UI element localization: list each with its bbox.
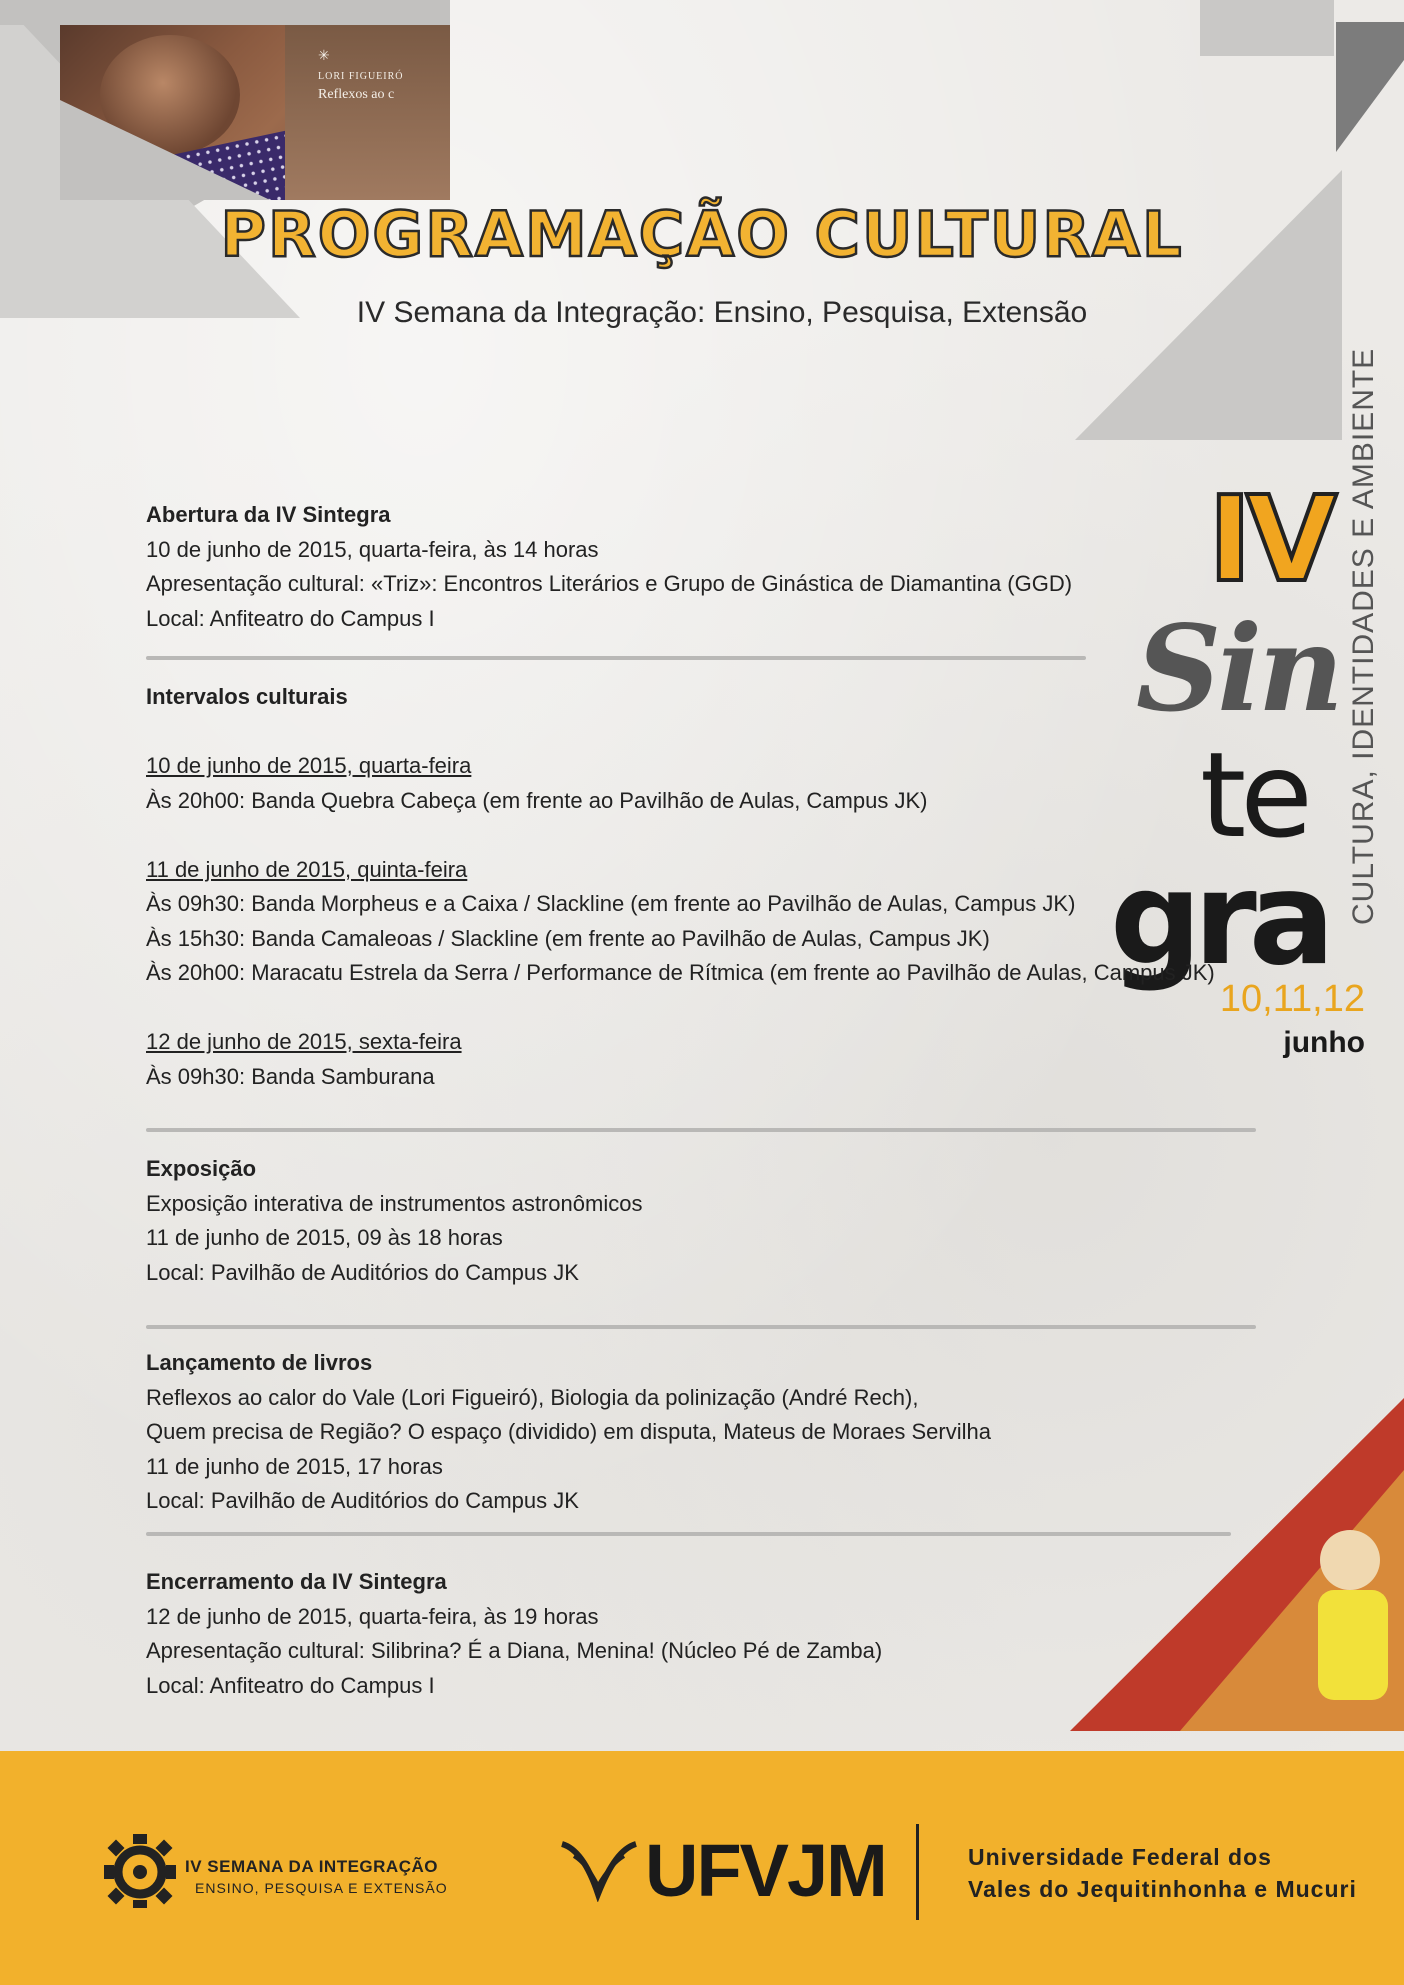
day-date: 12 de junho de 2015, sexta-feira [146, 1029, 462, 1054]
child-yellow-shirt [1318, 1590, 1388, 1700]
book-title: Reflexos ao c [318, 87, 395, 102]
divider [146, 1532, 1231, 1536]
event-date: 11 de junho de 2015, 09 às 18 horas [146, 1225, 503, 1250]
top-right-dark-triangle [1336, 22, 1404, 152]
footer-university-name-line2: Vales do Jequitinhonha e Mucuri [968, 1876, 1357, 1902]
schedule-item: Às 20h00: Maracatu Estrela da Serra / Performance de Rítmica (em frente ao Pavilhão de Aulas, Campus JK) [146, 960, 1215, 985]
section-encerramento [146, 1565, 882, 1703]
section-heading: Exposição [146, 1156, 257, 1181]
overlay-shape [60, 100, 270, 200]
logo-dates: 10,11,12 [1219, 978, 1365, 1020]
day-date: 10 de junho de 2015, quarta-feira [146, 753, 472, 778]
event-location: Local: Pavilhão de Auditórios do Campus JK [146, 1488, 579, 1513]
section-heading: Intervalos culturais [146, 684, 348, 709]
section-exposicao [146, 1152, 642, 1290]
logo-gra: gra [1110, 845, 1328, 994]
event-date: 12 de junho de 2015, quarta-feira, às 19 horas [146, 1603, 599, 1629]
book-author: LORI FIGUEIRÓ [318, 71, 404, 82]
event-location: Local: Pavilhão de Auditórios do Campus JK [146, 1259, 579, 1285]
section-lancamento [146, 1346, 991, 1519]
footer-event-name: IV SEMANA DA INTEGRAÇÃO [185, 1857, 438, 1876]
book-list-line: Quem precisa de Região? O espaço (dividido) em disputa, Mateus de Moraes Servilha [146, 1419, 991, 1444]
event-location: Local: Anfiteatro do Campus I [146, 605, 435, 631]
overlay-shape [0, 0, 60, 25]
schedule-item: Às 15h30: Banda Camaleoas / Slackline (em frente ao Pavilhão de Aulas, Campus JK) [146, 925, 990, 951]
ufvjm-emblem-icon [558, 1838, 638, 1902]
footer-university-abbr: UFVJM [645, 1829, 886, 1912]
logo-sin: Sin [1136, 599, 1340, 738]
logo-te: te [1200, 726, 1307, 864]
divider [146, 1325, 1256, 1329]
event-date: 10 de junho de 2015, quarta-feira, às 14 horas [146, 536, 599, 562]
photo-overlay-shapes [0, 0, 460, 330]
section-abertura [146, 498, 1072, 636]
page-subtitle: IV Semana da Integração: Ensino, Pesquisa, Extensão [356, 296, 1088, 329]
footer-university-name-line1: Universidade Federal dos [968, 1844, 1272, 1870]
logo-iv: IV [1208, 470, 1332, 608]
schedule-item: Às 20h00: Banda Quebra Cabeça (em frente ao Pavilhão de Aulas, Campus JK) [146, 787, 928, 813]
event-presentation: Apresentação cultural: «Triz»: Encontros Literários e Grupo de Ginástica de Diamantina (GGD) [146, 571, 1073, 596]
child-face [1320, 1530, 1380, 1590]
divider [146, 656, 1086, 660]
section-heading: Abertura da IV Sintegra [146, 502, 391, 527]
book-star-icon: ✳ [318, 47, 330, 63]
footer-event-subtitle: ENSINO, PESQUISA E EXTENSÃO [195, 1880, 448, 1896]
footer-separator [916, 1824, 919, 1920]
event-location: Local: Anfiteatro do Campus I [146, 1672, 435, 1698]
schedule-item: Às 09h30: Banda Morpheus e a Caixa / Slackline (em frente ao Pavilhão de Aulas, Campus JK) [146, 891, 1076, 916]
exhibit-description: Exposição interativa de instrumentos astronômicos [146, 1190, 643, 1216]
book-list-line: Reflexos ao calor do Vale (Lori Figueiró), Biologia da polinização (André Rech), [146, 1384, 919, 1410]
day-date: 11 de junho de 2015, quinta-feira [146, 856, 468, 882]
schedule-item: Às 09h30: Banda Samburana [146, 1063, 435, 1089]
section-heading: Lançamento de livros [146, 1350, 373, 1375]
logo-month: junho [1283, 1026, 1365, 1059]
page-title: PROGRAMAÇÃO CULTURAL [220, 198, 1184, 271]
top-right-gray-block [1200, 0, 1334, 56]
section-intervalos [146, 680, 1215, 1094]
divider [146, 1128, 1256, 1132]
sintegra-gear-icon [100, 1828, 180, 1908]
section-heading: Encerramento da IV Sintegra [146, 1569, 447, 1594]
event-date: 11 de junho de 2015, 17 horas [146, 1453, 443, 1479]
event-presentation: Apresentação cultural: Silibrina? É a Diana, Menina! (Núcleo Pé de Zamba) [146, 1638, 883, 1663]
logo-tagline: CULTURA, IDENTIDADES E AMBIENTE [1347, 347, 1380, 925]
